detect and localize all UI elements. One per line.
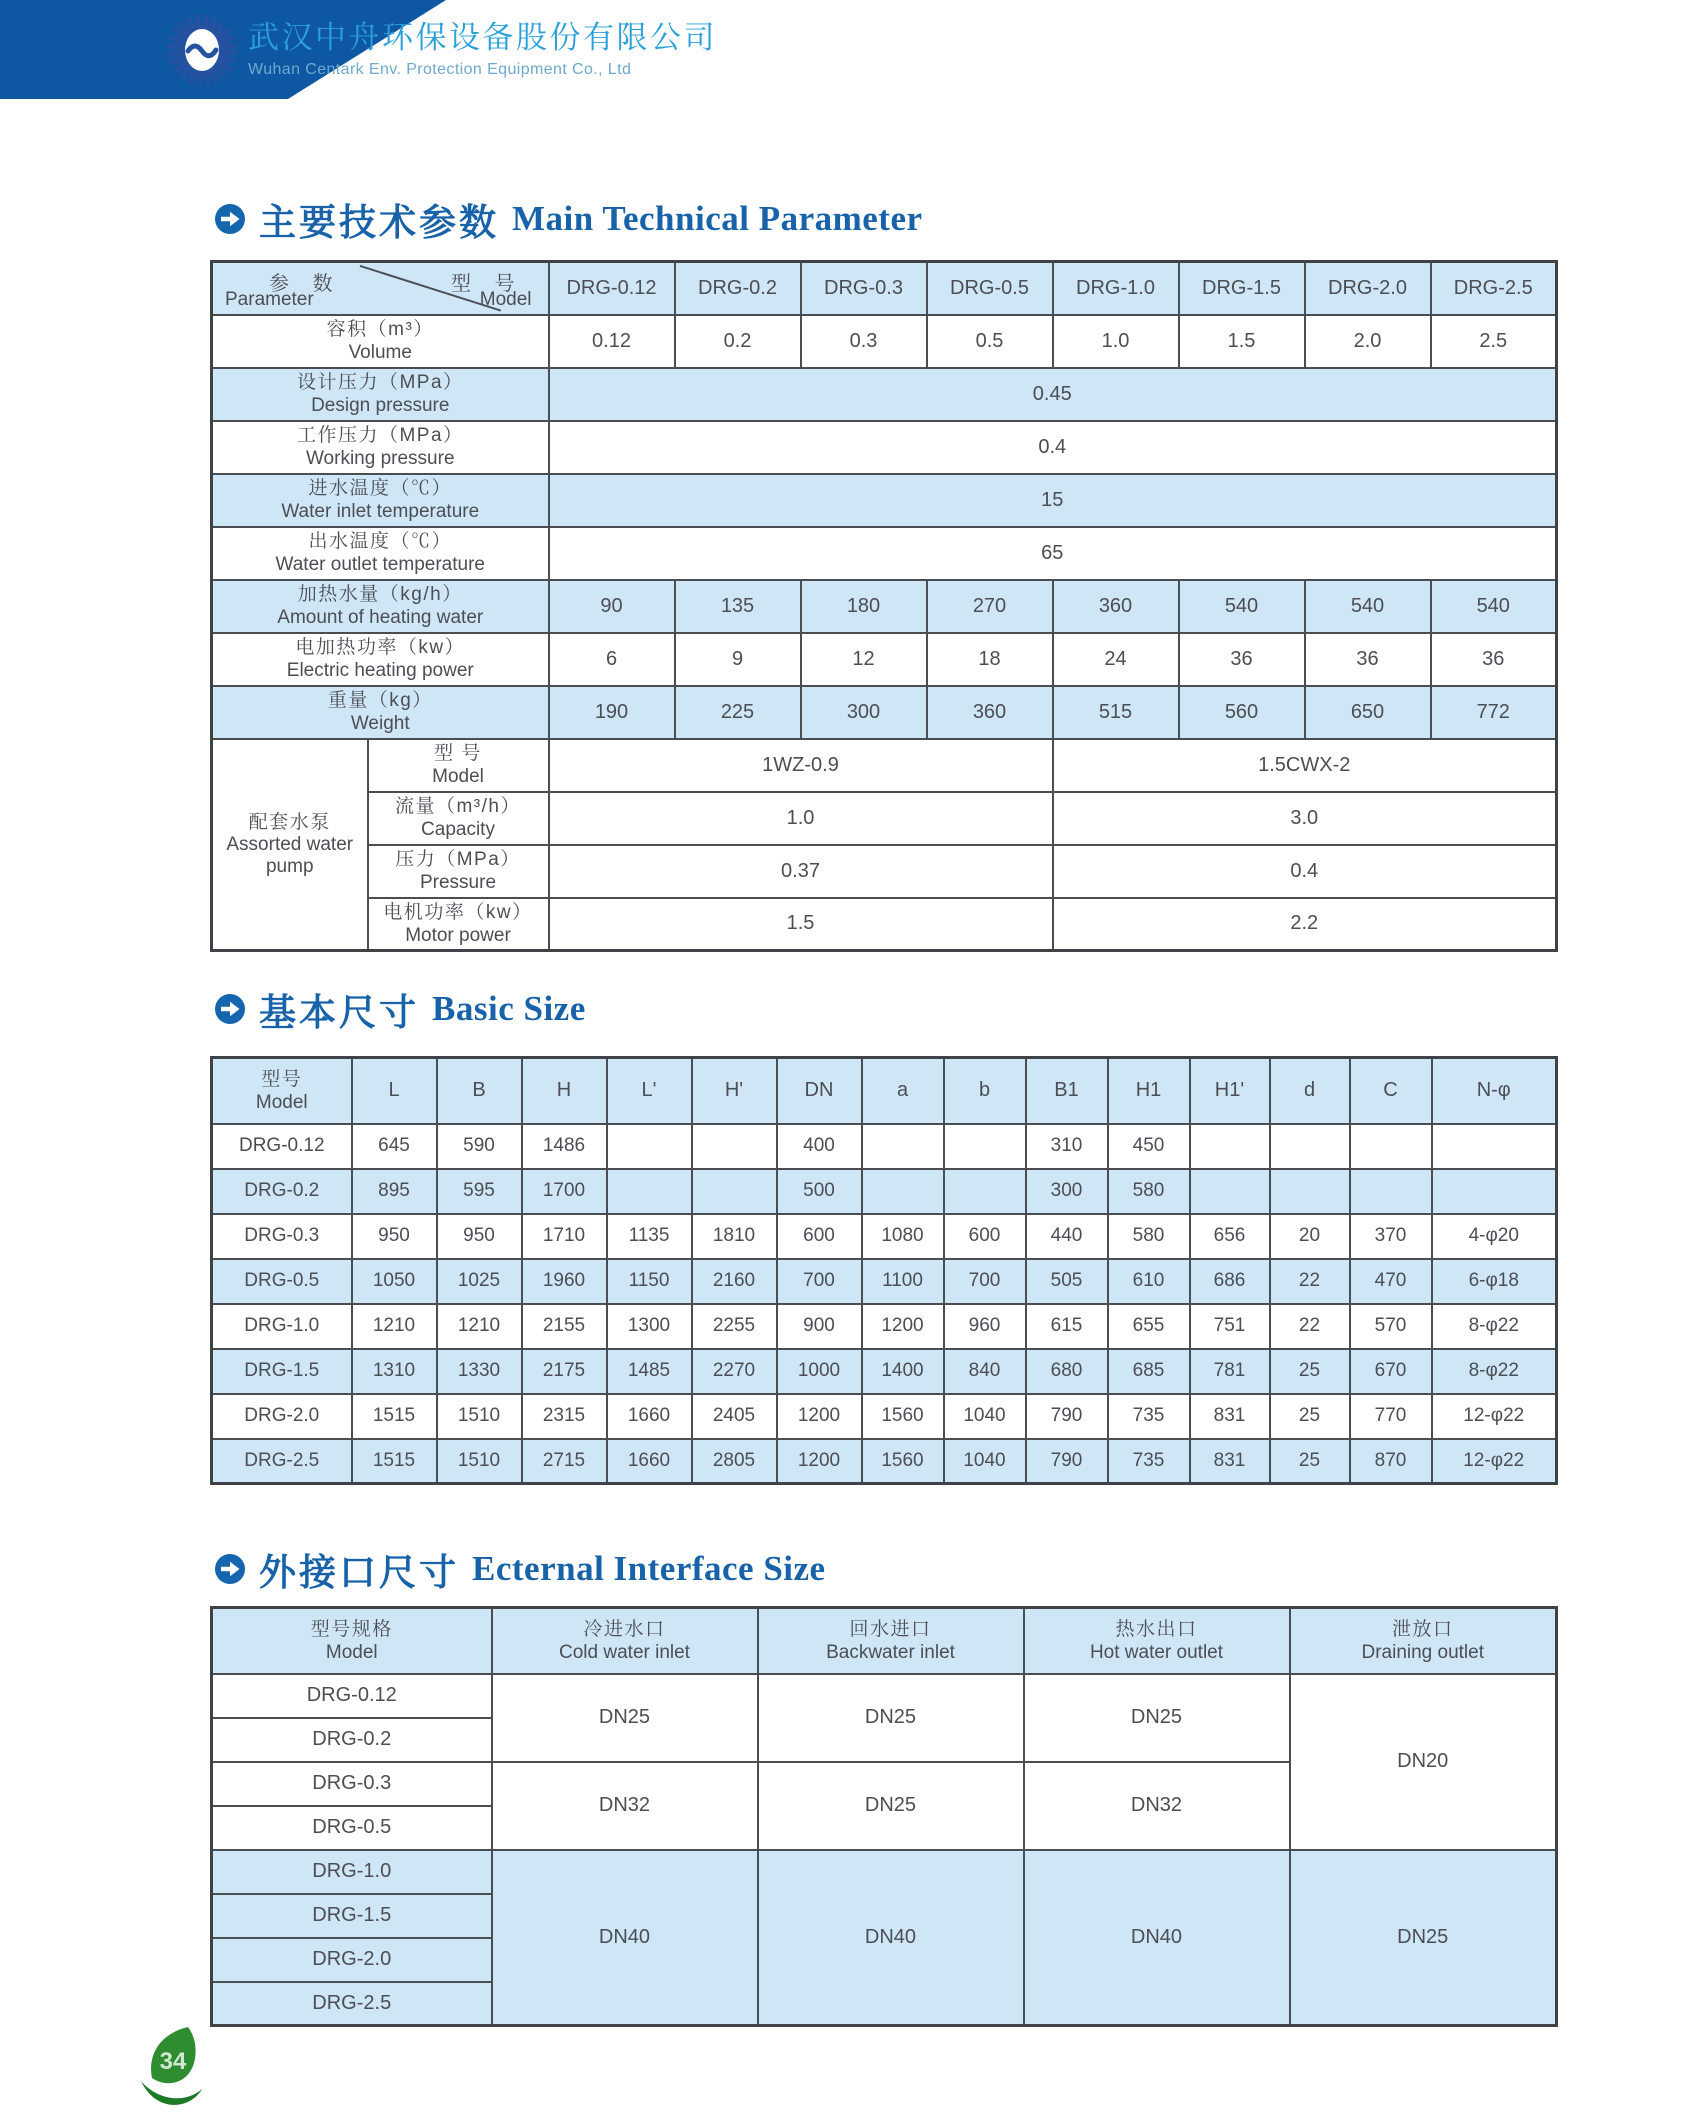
model-cell: DRG-1.5	[212, 1894, 492, 1938]
table-row	[212, 1124, 1557, 1169]
dim-cell: 25	[1270, 1439, 1350, 1484]
dim-cell: 870	[1350, 1439, 1432, 1484]
model-cell: DRG-0.3	[212, 1214, 352, 1259]
column-header: b	[944, 1058, 1026, 1124]
dim-cell: 1200	[777, 1394, 862, 1439]
value-cell: 650	[1305, 686, 1431, 739]
value-cell: 135	[675, 580, 801, 633]
dim-cell: 2255	[692, 1304, 777, 1349]
dim-cell: 310	[1026, 1124, 1108, 1169]
value-cell: 9	[675, 633, 801, 686]
row-label-cell: 电加热功率（kw） Electric heating power	[212, 633, 549, 686]
value-cell: 772	[1431, 686, 1557, 739]
dim-cell: 1000	[777, 1349, 862, 1394]
dim-cell: 600	[777, 1214, 862, 1259]
dim-cell	[607, 1169, 692, 1214]
table-row-heating-water	[212, 580, 1557, 633]
value-cell: 2.5	[1431, 315, 1557, 368]
dim-cell: 2155	[522, 1304, 607, 1349]
column-header: H1'	[1190, 1058, 1270, 1124]
dn-cell: DN40	[1024, 1850, 1290, 2026]
table-row	[212, 1259, 1557, 1304]
column-header: a	[862, 1058, 944, 1124]
table-row	[212, 1214, 1557, 1259]
model-cell: DRG-2.5	[212, 1439, 352, 1484]
dim-cell: 590	[437, 1124, 522, 1169]
dim-cell	[1270, 1169, 1350, 1214]
dim-cell: 2315	[522, 1394, 607, 1439]
model-header: DRG-2.0	[1305, 262, 1431, 315]
dim-cell: 470	[1350, 1259, 1432, 1304]
dim-cell: 895	[352, 1169, 437, 1214]
model-cell: DRG-0.12	[212, 1674, 492, 1718]
dim-cell: 400	[777, 1124, 862, 1169]
company-name-block	[248, 12, 717, 79]
dim-cell: 2160	[692, 1259, 777, 1304]
table-row	[212, 1349, 1557, 1394]
dim-cell: 25	[1270, 1349, 1350, 1394]
dn-cell: DN25	[758, 1674, 1024, 1762]
dim-cell: 300	[1026, 1169, 1108, 1214]
model-header: DRG-0.2	[675, 262, 801, 315]
dn-cell: DN25	[1290, 1850, 1557, 2026]
dim-cell: 440	[1026, 1214, 1108, 1259]
dim-cell: 2715	[522, 1439, 607, 1484]
dim-cell	[692, 1124, 777, 1169]
value-cell: 300	[801, 686, 927, 739]
dim-cell: 1040	[944, 1439, 1026, 1484]
dim-cell	[1432, 1169, 1557, 1214]
dim-cell: 1300	[607, 1304, 692, 1349]
column-header: C	[1350, 1058, 1432, 1124]
section-title-en: Basic Size	[432, 989, 586, 1028]
dn-cell: DN40	[492, 1850, 758, 2026]
column-header: H'	[692, 1058, 777, 1124]
model-header: DRG-0.5	[927, 262, 1053, 315]
table-row-outlet-temperature	[212, 527, 1557, 580]
dim-cell: 1310	[352, 1349, 437, 1394]
span-value-cell: 65	[549, 527, 1557, 580]
arrow-bullet-icon	[214, 203, 246, 235]
column-header: B	[437, 1058, 522, 1124]
table-row-inlet-temperature	[212, 474, 1557, 527]
model-header: DRG-2.5	[1431, 262, 1557, 315]
column-header-draining-outlet: 泄放口 Draining outlet	[1290, 1608, 1557, 1674]
dim-cell: 615	[1026, 1304, 1108, 1349]
dim-cell	[1350, 1169, 1432, 1214]
model-cell: DRG-1.0	[212, 1850, 492, 1894]
model-cell: DRG-0.2	[212, 1718, 492, 1762]
value-cell: 1.0	[1053, 315, 1179, 368]
dim-cell: 790	[1026, 1394, 1108, 1439]
arrow-bullet-icon	[214, 993, 246, 1025]
column-header: L	[352, 1058, 437, 1124]
dim-cell: 831	[1190, 1439, 1270, 1484]
dim-cell: 1560	[862, 1439, 944, 1484]
dim-cell: 840	[944, 1349, 1026, 1394]
table-row-design-pressure	[212, 368, 1557, 421]
model-cell: DRG-0.3	[212, 1762, 492, 1806]
table-row-volume	[212, 315, 1557, 368]
dim-cell	[1270, 1124, 1350, 1169]
dim-cell	[862, 1124, 944, 1169]
row-label-cell: 电机功率（kw） Motor power	[368, 898, 549, 951]
dim-cell	[944, 1124, 1026, 1169]
dim-cell	[607, 1124, 692, 1169]
model-cell: DRG-1.0	[212, 1304, 352, 1349]
column-header: N-φ	[1432, 1058, 1557, 1124]
value-cell: 190	[549, 686, 675, 739]
dim-cell: 700	[944, 1259, 1026, 1304]
dim-cell: 900	[777, 1304, 862, 1349]
dim-cell: 670	[1350, 1349, 1432, 1394]
company-name-zh: 武汉中舟环保设备股份有限公司	[248, 20, 717, 55]
value-cell: 515	[1053, 686, 1179, 739]
table-row-working-pressure	[212, 421, 1557, 474]
section-title-en: Main Technical Parameter	[512, 199, 923, 238]
dim-cell: 1660	[607, 1394, 692, 1439]
dim-cell: 1960	[522, 1259, 607, 1304]
table-row-pump-model	[212, 739, 1557, 792]
dim-cell: 1560	[862, 1394, 944, 1439]
value-cell: 2.0	[1305, 315, 1431, 368]
interface-header-row	[212, 1608, 1557, 1674]
section-title-basic-size	[214, 986, 586, 1032]
column-header: B1	[1026, 1058, 1108, 1124]
column-header-cold-water-inlet: 冷进水口 Cold water inlet	[492, 1608, 758, 1674]
row-label-cell: 容积（m³） Volume	[212, 315, 549, 368]
dn-cell: DN32	[492, 1762, 758, 1850]
dim-cell: 1330	[437, 1349, 522, 1394]
value-cell: 90	[549, 580, 675, 633]
dim-cell: 1080	[862, 1214, 944, 1259]
dim-cell: 8-φ22	[1432, 1304, 1557, 1349]
dim-cell: 1135	[607, 1214, 692, 1259]
model-header: DRG-1.5	[1179, 262, 1305, 315]
dim-cell	[1190, 1124, 1270, 1169]
model-header: DRG-0.12	[549, 262, 675, 315]
value-cell: 180	[801, 580, 927, 633]
arrow-bullet-icon	[214, 1553, 246, 1585]
corner-model-en: Model	[479, 288, 532, 310]
row-label-cell: 流量（m³/h） Capacity	[368, 792, 549, 845]
page-number-badge	[136, 2024, 214, 2119]
model-cell: DRG-2.0	[212, 1938, 492, 1982]
model-header: DRG-1.0	[1053, 262, 1179, 315]
value-cell: 0.2	[675, 315, 801, 368]
dim-cell: 790	[1026, 1439, 1108, 1484]
model-cell: DRG-0.12	[212, 1124, 352, 1169]
dim-cell: 735	[1108, 1394, 1190, 1439]
model-column-header: 型号 Model	[212, 1058, 352, 1124]
column-header: L'	[607, 1058, 692, 1124]
row-label-cell: 重量（kg） Weight	[212, 686, 549, 739]
dim-cell: 1100	[862, 1259, 944, 1304]
pump-value-left: 0.37	[549, 845, 1053, 898]
section-title-zh: 基本尺寸	[259, 992, 419, 1033]
tech-header-row	[212, 262, 1557, 315]
pump-value-left: 1.0	[549, 792, 1053, 845]
dim-cell: 1486	[522, 1124, 607, 1169]
value-cell: 24	[1053, 633, 1179, 686]
value-cell: 360	[927, 686, 1053, 739]
dim-cell: 22	[1270, 1304, 1350, 1349]
dim-cell: 6-φ18	[1432, 1259, 1557, 1304]
dim-cell: 20	[1270, 1214, 1350, 1259]
dim-cell: 2270	[692, 1349, 777, 1394]
dim-cell: 370	[1350, 1214, 1432, 1259]
dim-cell: 450	[1108, 1124, 1190, 1169]
dim-cell: 500	[777, 1169, 862, 1214]
table-row	[212, 1169, 1557, 1214]
dim-cell: 1515	[352, 1394, 437, 1439]
page-number: 34	[159, 2048, 187, 2075]
dim-cell: 950	[437, 1214, 522, 1259]
table-row	[212, 1394, 1557, 1439]
row-label-cell: 工作压力（MPa） Working pressure	[212, 421, 549, 474]
dim-cell: 25	[1270, 1394, 1350, 1439]
dim-cell: 8-φ22	[1432, 1349, 1557, 1394]
basic-header-row	[212, 1058, 1557, 1124]
dim-cell: 1660	[607, 1439, 692, 1484]
value-cell: 0.5	[927, 315, 1053, 368]
section-title-zh: 外接口尺寸	[259, 1552, 459, 1593]
pump-value-left: 1WZ-0.9	[549, 739, 1053, 792]
table-row	[212, 1674, 1557, 1718]
main-technical-parameter-table	[210, 260, 1558, 952]
section-title-main-technical-parameter	[214, 196, 923, 242]
value-cell: 12	[801, 633, 927, 686]
value-cell: 36	[1431, 633, 1557, 686]
table-row	[212, 1304, 1557, 1349]
section-title-external-interface-size	[214, 1546, 826, 1592]
dim-cell: 12-φ22	[1432, 1439, 1557, 1484]
dn-cell: DN20	[1290, 1674, 1557, 1850]
column-header: DN	[777, 1058, 862, 1124]
dim-cell: 610	[1108, 1259, 1190, 1304]
leaf-icon	[136, 2024, 214, 2114]
pump-value-right: 0.4	[1053, 845, 1557, 898]
column-header-backwater-inlet: 回水进口 Backwater inlet	[758, 1608, 1024, 1674]
column-header-hot-water-outlet: 热水出口 Hot water outlet	[1024, 1608, 1290, 1674]
corner-param-zh: 参 数	[269, 273, 342, 295]
dn-cell: DN32	[1024, 1762, 1290, 1850]
dim-cell: 2175	[522, 1349, 607, 1394]
external-interface-size-table	[210, 1606, 1558, 2027]
pump-group-cell: 配套水泵 Assorted water pump	[212, 739, 368, 951]
dn-cell: DN25	[758, 1762, 1024, 1850]
value-cell: 540	[1179, 580, 1305, 633]
dim-cell: 1400	[862, 1349, 944, 1394]
model-cell: DRG-2.5	[212, 1982, 492, 2026]
dim-cell: 570	[1350, 1304, 1432, 1349]
dim-cell	[692, 1169, 777, 1214]
model-header: DRG-0.3	[801, 262, 927, 315]
dim-cell: 770	[1350, 1394, 1432, 1439]
dim-cell: 700	[777, 1259, 862, 1304]
value-cell: 360	[1053, 580, 1179, 633]
row-label-cell: 出水温度（℃） Water outlet temperature	[212, 527, 549, 580]
gear-wave-logo-icon	[165, 7, 239, 93]
dim-cell: 1485	[607, 1349, 692, 1394]
value-cell: 270	[927, 580, 1053, 633]
table-row-pump-pressure	[212, 845, 1557, 898]
dim-cell: 580	[1108, 1169, 1190, 1214]
dim-cell: 22	[1270, 1259, 1350, 1304]
value-cell: 540	[1305, 580, 1431, 633]
value-cell: 18	[927, 633, 1053, 686]
dim-cell: 656	[1190, 1214, 1270, 1259]
corner-model-zh: 型 号	[451, 273, 524, 295]
company-name-en: Wuhan Centark Env. Protection Equipment Co., Ltd	[248, 61, 632, 78]
pump-value-right: 3.0	[1053, 792, 1557, 845]
dim-cell: 1210	[437, 1304, 522, 1349]
dim-cell: 1040	[944, 1394, 1026, 1439]
table-row-pump-motor-power	[212, 898, 1557, 951]
model-cell: DRG-2.0	[212, 1394, 352, 1439]
value-cell: 36	[1179, 633, 1305, 686]
value-cell: 540	[1431, 580, 1557, 633]
basic-size-rows	[212, 1124, 1557, 1484]
dim-cell: 1515	[352, 1439, 437, 1484]
dn-cell: DN25	[492, 1674, 758, 1762]
dim-cell: 1200	[862, 1304, 944, 1349]
section-title-en: Ecternal Interface Size	[472, 1549, 826, 1588]
model-cell: DRG-1.5	[212, 1349, 352, 1394]
span-value-cell: 0.4	[549, 421, 1557, 474]
model-cell: DRG-0.5	[212, 1806, 492, 1850]
dim-cell: 1025	[437, 1259, 522, 1304]
value-cell: 225	[675, 686, 801, 739]
corner-header-cell	[212, 262, 549, 315]
dim-cell: 1510	[437, 1394, 522, 1439]
dn-cell: DN25	[1024, 1674, 1290, 1762]
dim-cell: 1510	[437, 1439, 522, 1484]
dim-cell: 1710	[522, 1214, 607, 1259]
dim-cell: 1700	[522, 1169, 607, 1214]
table-row	[212, 1439, 1557, 1484]
pump-value-right: 2.2	[1053, 898, 1557, 951]
value-cell: 0.3	[801, 315, 927, 368]
dim-cell: 580	[1108, 1214, 1190, 1259]
dim-cell: 960	[944, 1304, 1026, 1349]
corner-param-en: Parameter	[225, 288, 314, 310]
dim-cell: 735	[1108, 1439, 1190, 1484]
dim-cell	[1350, 1124, 1432, 1169]
dn-cell: DN40	[758, 1850, 1024, 2026]
dim-cell: 655	[1108, 1304, 1190, 1349]
value-cell: 560	[1179, 686, 1305, 739]
span-value-cell: 0.45	[549, 368, 1557, 421]
dim-cell: 505	[1026, 1259, 1108, 1304]
row-label-cell: 型 号 Model	[368, 739, 549, 792]
dim-cell	[1190, 1169, 1270, 1214]
column-header: H1	[1108, 1058, 1190, 1124]
section-title-zh: 主要技术参数	[259, 202, 499, 243]
row-label-cell: 设计压力（MPa） Design pressure	[212, 368, 549, 421]
dim-cell: 2405	[692, 1394, 777, 1439]
value-cell: 1.5	[1179, 315, 1305, 368]
model-cell: DRG-0.2	[212, 1169, 352, 1214]
pump-value-right: 1.5CWX-2	[1053, 739, 1557, 792]
dim-cell: 685	[1108, 1349, 1190, 1394]
table-row-electric-power	[212, 633, 1557, 686]
dim-cell: 1150	[607, 1259, 692, 1304]
table-row-weight	[212, 686, 1557, 739]
dim-cell: 2805	[692, 1439, 777, 1484]
column-header: d	[1270, 1058, 1350, 1124]
value-cell: 6	[549, 633, 675, 686]
span-value-cell: 15	[549, 474, 1557, 527]
dim-cell: 595	[437, 1169, 522, 1214]
dim-cell: 1810	[692, 1214, 777, 1259]
dim-cell: 645	[352, 1124, 437, 1169]
basic-size-table	[210, 1056, 1558, 1485]
value-cell: 36	[1305, 633, 1431, 686]
dim-cell	[944, 1169, 1026, 1214]
dim-cell: 12-φ22	[1432, 1394, 1557, 1439]
dim-cell: 781	[1190, 1349, 1270, 1394]
dim-cell: 950	[352, 1214, 437, 1259]
row-label-cell: 加热水量（kg/h） Amount of heating water	[212, 580, 549, 633]
dim-cell: 600	[944, 1214, 1026, 1259]
row-label-cell: 压力（MPa） Pressure	[368, 845, 549, 898]
dim-cell: 680	[1026, 1349, 1108, 1394]
model-cell: DRG-0.5	[212, 1259, 352, 1304]
dim-cell: 751	[1190, 1304, 1270, 1349]
pump-value-left: 1.5	[549, 898, 1053, 951]
dim-cell: 1200	[777, 1439, 862, 1484]
value-cell: 0.12	[549, 315, 675, 368]
table-row	[212, 1850, 1557, 1894]
dim-cell	[862, 1169, 944, 1214]
dim-cell: 686	[1190, 1259, 1270, 1304]
column-header-model: 型号规格 Model	[212, 1608, 492, 1674]
dim-cell: 4-φ20	[1432, 1214, 1557, 1259]
row-label-cell: 进水温度（℃） Water inlet temperature	[212, 474, 549, 527]
table-row-pump-capacity	[212, 792, 1557, 845]
dim-cell: 831	[1190, 1394, 1270, 1439]
dim-cell: 1050	[352, 1259, 437, 1304]
dim-cell: 1210	[352, 1304, 437, 1349]
dim-cell	[1432, 1124, 1557, 1169]
column-header: H	[522, 1058, 607, 1124]
